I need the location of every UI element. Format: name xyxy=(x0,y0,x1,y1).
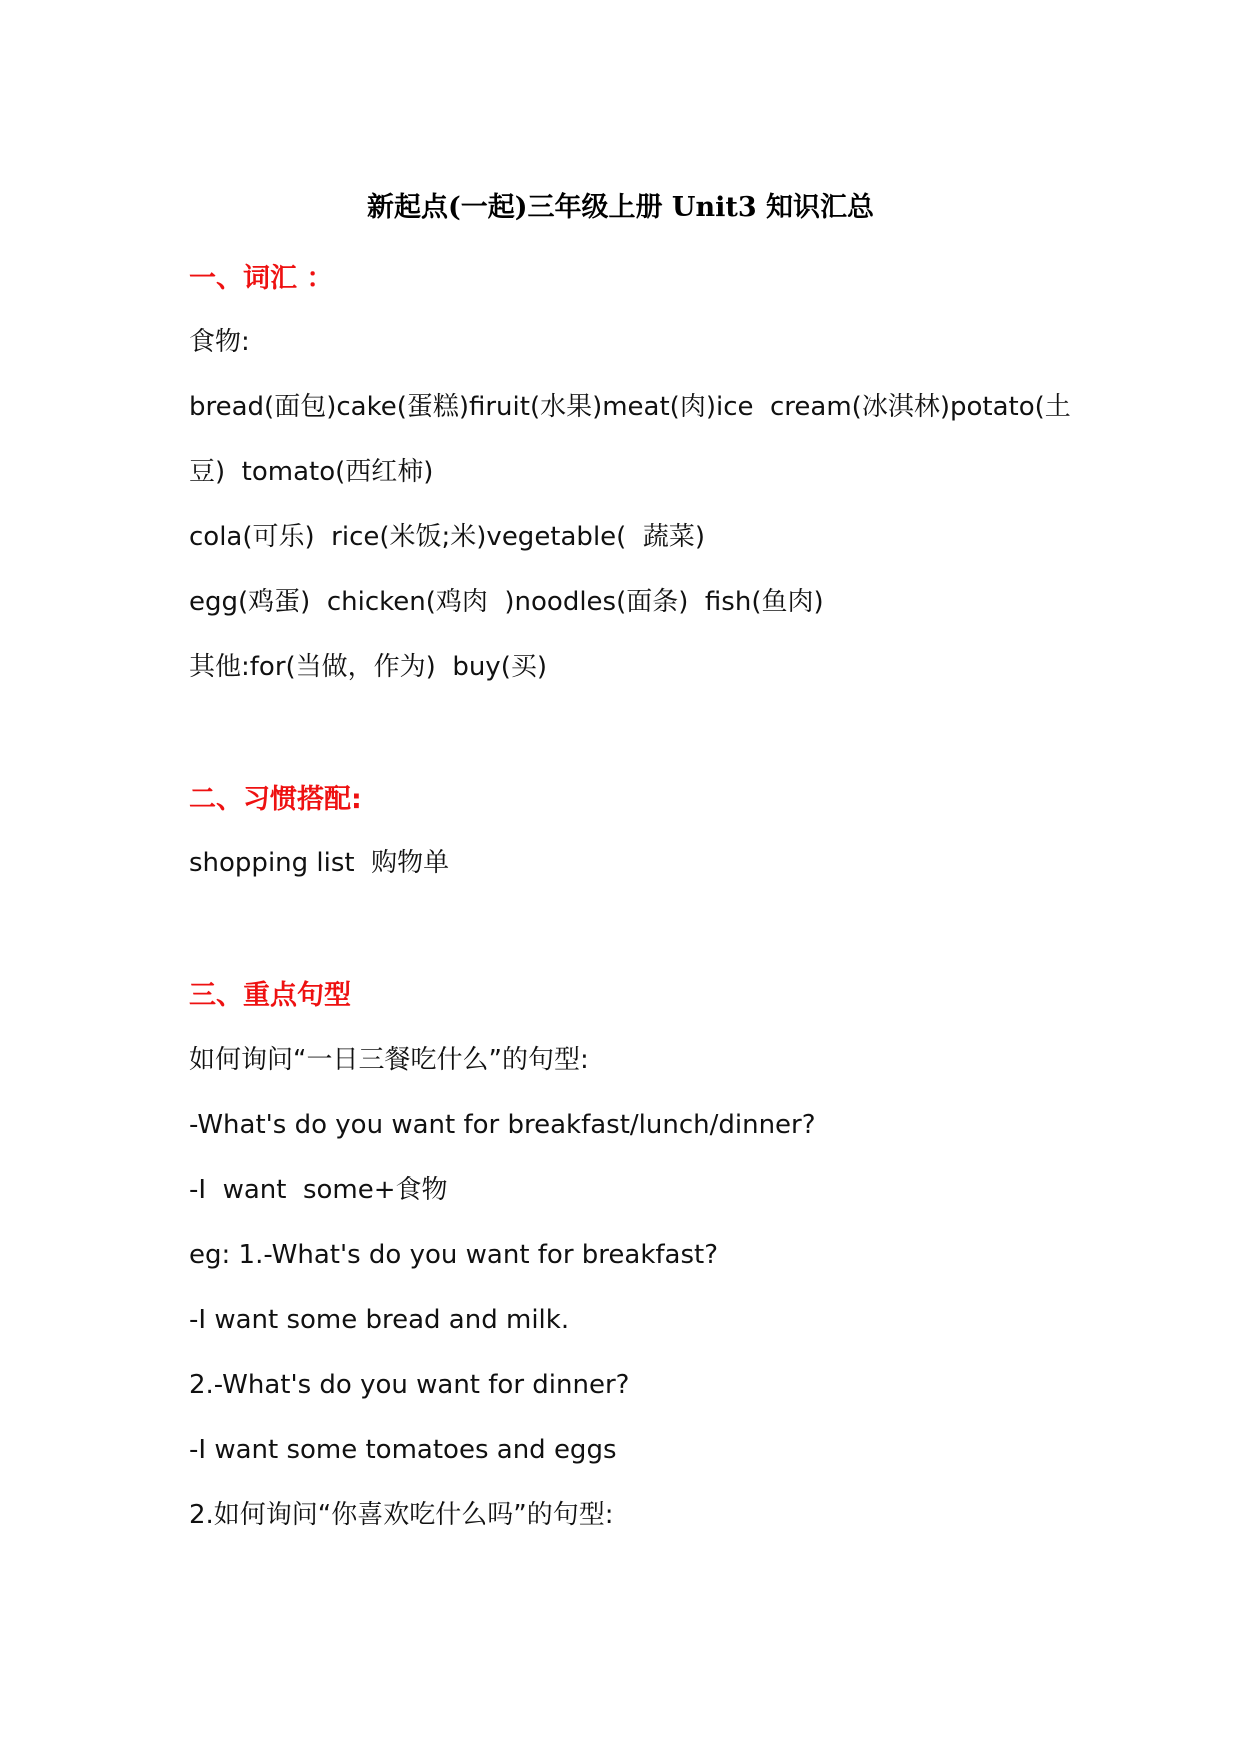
document-title: 新起点(一起)三年级上册 Unit3 知识汇总 xyxy=(366,192,875,223)
text-line: egg(鸡蛋) chicken(鸡肉 )noodles(面条) fish(鱼肉) xyxy=(189,587,824,617)
text-line: shopping list 购物单 xyxy=(189,848,450,878)
text-line: 豆) tomato(西红柿) xyxy=(189,457,434,487)
section-heading-vocabulary: 一、词汇 ： xyxy=(189,263,334,294)
text-line: 其他:for(当做，作为) buy(买) xyxy=(189,652,547,682)
section-heading-collocations: 二、习惯搭配: xyxy=(189,784,362,815)
text-line: 2.-What's do you want for dinner? xyxy=(189,1370,630,1400)
text-line: -What's do you want for breakfast/lunch/dinner? xyxy=(189,1110,816,1140)
text-line: 如何询问“一日三餐吃什么”的句型: xyxy=(189,1045,589,1075)
text-line: bread(面包)cake(蛋糕)firuit(水果)meat(肉)ice cream(冰淇林)potato(土 xyxy=(189,392,1071,422)
text-line: cola(可乐) rice(米饭;米)vegetable( 蔬菜) xyxy=(189,522,705,552)
section-heading-key-sentences: 三、重点句型 xyxy=(189,980,351,1011)
text-line: -I want some bread and milk. xyxy=(189,1305,570,1335)
text-line: 食物: xyxy=(189,327,250,357)
text-line: 2.如何询问“你喜欢吃什么吗”的句型: xyxy=(189,1500,614,1530)
text-line: -I want some+食物 xyxy=(189,1175,448,1205)
text-line: -I want some tomatoes and eggs xyxy=(189,1435,617,1465)
text-line: eg: 1.-What's do you want for breakfast? xyxy=(189,1240,719,1270)
